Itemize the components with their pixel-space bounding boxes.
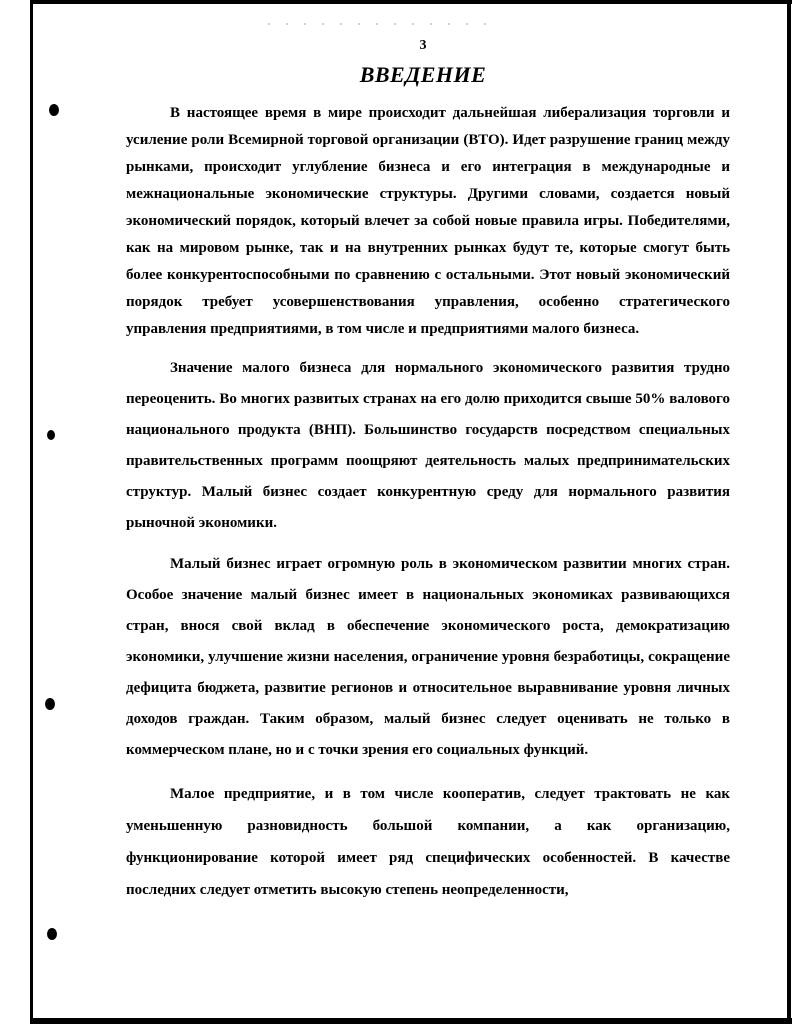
page-border-top [30,0,792,4]
paragraph: Малое предприятие, и в том числе кооператив, следует трактовать не как уменьшенную разновидность большой компании, а как организацию, функционирование которой имеет ряд специфических особенностей. В качестве последних следует отметить высокую степень неопределенности, [126,786,730,898]
page-border-bottom [30,1018,792,1024]
punch-hole-mark [47,430,55,440]
punch-hole-mark [49,104,59,116]
paragraph: Значение малого бизнеса для нормального экономического развития трудно переоценить. Во многих развитых странах на его долю приходится свыше 50% валового национального продукта (ВНП). Большинство государств посредством специальных правительственных программ поощряют деятельность малых предпринимательских структур. Малый бизнес создает конкурентную среду для нормального развития рыночной экономики. [126,360,730,531]
page-title: ВВЕДЕНИЕ [359,62,487,87]
body-text [126,100,730,906]
paragraph: Малый бизнес играет огромную роль в экономическом развитии многих стран. Особое значение малый бизнес имеет в национальных экономиках развивающихся стран, внося свой вклад в обеспечение экономического роста, демократизацию экономики, улучшение жизни населения, ограничение уровня безработицы, сокращение дефицита бюджета, развитие регионов и относительное выравнивание уровня личных доходов граждан. Таким образом, малый бизнес следует оценивать не только в коммерческом плане, но и с точки зрения его социальных функций. [126,556,730,758]
paragraph: В настоящее время в мире происходит дальнейшая либерализация торговли и усиление роли Всемирной торговой организации (ВТО). Идет разрушение границ между рынками, происходит углубление бизнеса и его интеграция в международные и межнациональные экономические структуры. Другими словами, создается новый экономический порядок, который влечет за собой новые правила игры. Победителями, как на мировом рынке, так и на внутренних рынках будут те, которые смогут быть более конкурентоспособными по сравнению с остальными. Этот новый экономический порядок требует усовершенствования управления, особенно стратегического управления предприятиями, в том числе и предприятиями малого бизнеса. [126,105,730,337]
scan-noise [260,22,490,26]
punch-hole-mark [45,698,55,710]
punch-hole-mark [47,928,57,940]
page-border-right [787,0,791,1024]
page-number: 3 [419,38,427,53]
page-border-left [30,0,33,1024]
